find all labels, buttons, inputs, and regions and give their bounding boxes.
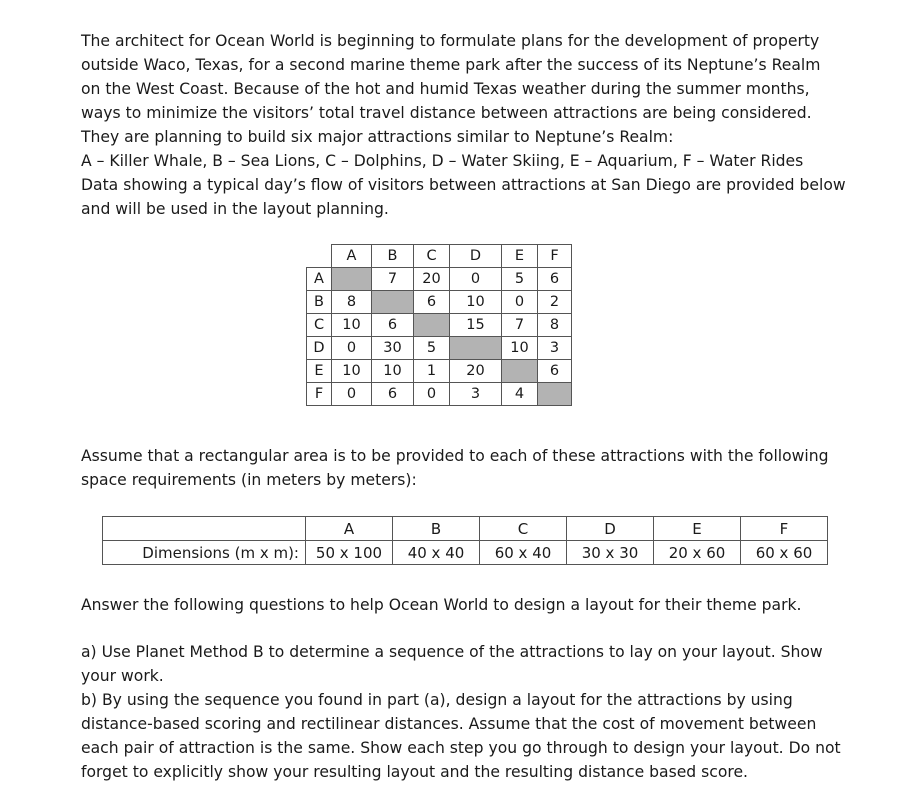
flow-cell: 6 xyxy=(372,383,414,406)
flow-col-header: F xyxy=(538,245,572,268)
flow-col-header: B xyxy=(372,245,414,268)
table-row xyxy=(307,268,572,291)
flow-col-header: A xyxy=(332,245,372,268)
dimensions-header-row xyxy=(103,517,828,541)
dimensions-table xyxy=(102,516,828,565)
flow-cell: 2 xyxy=(538,291,572,314)
flow-cell: 10 xyxy=(502,337,538,360)
dimensions-cell: 60 x 60 xyxy=(741,541,828,565)
flow-cell: 10 xyxy=(332,314,372,337)
flow-cell: 5 xyxy=(414,337,450,360)
table-row xyxy=(307,360,572,383)
flow-col-header: C xyxy=(414,245,450,268)
flow-cell: 20 xyxy=(450,360,502,383)
flow-table-corner xyxy=(307,245,332,268)
intro-line: on the West Coast. Because of the hot and humid Texas weather during the summer months, xyxy=(81,80,810,98)
flow-table-header-row xyxy=(307,245,572,268)
flow-cell: 20 xyxy=(414,268,450,291)
space-line: Assume that a rectangular area is to be provided to each of these attractions with the following xyxy=(81,447,829,465)
question-b-line: distance-based scoring and rectilinear distances. Assume that the cost of movement between xyxy=(81,715,817,733)
flow-cell: 30 xyxy=(372,337,414,360)
intro-line: A – Killer Whale, B – Sea Lions, C – Dolphins, D – Water Skiing, E – Aquarium, F – Water Rides xyxy=(81,152,804,170)
dimensions-cell: 40 x 40 xyxy=(393,541,480,565)
intro-line: ways to minimize the visitors’ total travel distance between attractions are being considered. xyxy=(81,104,812,122)
question-a-line: your work. xyxy=(81,667,164,685)
flow-col-header: D xyxy=(450,245,502,268)
table-row xyxy=(307,383,572,406)
table-row xyxy=(307,291,572,314)
question-b-line: b) By using the sequence you found in part (a), design a layout for the attractions by using xyxy=(81,691,793,709)
dimensions-cell: 60 x 40 xyxy=(480,541,567,565)
dimensions-col-header: B xyxy=(393,517,480,541)
table-row xyxy=(307,314,572,337)
flow-table xyxy=(306,244,572,406)
dimensions-corner xyxy=(103,517,306,541)
flow-col-header: E xyxy=(502,245,538,268)
intro-line: They are planning to build six major attractions similar to Neptune’s Realm: xyxy=(81,128,674,146)
flow-cell-diagonal xyxy=(502,360,538,383)
question-b-line: forget to explicitly show your resulting layout and the resulting distance based score. xyxy=(81,763,749,781)
flow-cell: 0 xyxy=(332,337,372,360)
dimensions-col-header: D xyxy=(567,517,654,541)
flow-cell: 10 xyxy=(332,360,372,383)
flow-cell-diagonal xyxy=(372,291,414,314)
question-a xyxy=(81,640,856,688)
dimensions-cell: 50 x 100 xyxy=(306,541,393,565)
intro-line: Data showing a typical day’s flow of visitors between attractions at San Diego are provided below xyxy=(81,176,846,194)
flow-cell: 3 xyxy=(450,383,502,406)
question-a-line: a) Use Planet Method B to determine a sequence of the attractions to lay on your layout. Show xyxy=(81,643,823,661)
intro-line: outside Waco, Texas, for a second marine theme park after the success of its Neptune’s Realm xyxy=(81,56,821,74)
flow-row-header: E xyxy=(307,360,332,383)
dimensions-cell: 20 x 60 xyxy=(654,541,741,565)
flow-cell-diagonal xyxy=(332,268,372,291)
flow-cell: 7 xyxy=(372,268,414,291)
space-paragraph xyxy=(81,444,856,492)
question-b-line: each pair of attraction is the same. Show each step you go through to design your layout. Do not xyxy=(81,739,841,757)
flow-cell: 0 xyxy=(450,268,502,291)
flow-cell: 8 xyxy=(538,314,572,337)
intro-line: and will be used in the layout planning. xyxy=(81,200,389,218)
flow-cell-diagonal xyxy=(450,337,502,360)
intro-paragraph xyxy=(81,29,856,221)
flow-cell: 6 xyxy=(414,291,450,314)
flow-cell: 7 xyxy=(502,314,538,337)
flow-cell: 6 xyxy=(538,360,572,383)
flow-cell: 10 xyxy=(450,291,502,314)
intro-line: The architect for Ocean World is beginning to formulate plans for the development of property xyxy=(81,32,820,50)
flow-cell: 0 xyxy=(332,383,372,406)
flow-cell: 10 xyxy=(372,360,414,383)
question-b xyxy=(81,688,856,784)
flow-row-header: B xyxy=(307,291,332,314)
table-row xyxy=(103,541,828,565)
flow-cell: 15 xyxy=(450,314,502,337)
space-line: space requirements (in meters by meters): xyxy=(81,471,417,489)
flow-cell: 3 xyxy=(538,337,572,360)
flow-cell: 6 xyxy=(372,314,414,337)
dimensions-row-label: Dimensions (m x m): xyxy=(103,541,306,565)
flow-cell: 6 xyxy=(538,268,572,291)
flow-cell: 1 xyxy=(414,360,450,383)
flow-cell: 8 xyxy=(332,291,372,314)
flow-cell: 0 xyxy=(502,291,538,314)
flow-cell: 0 xyxy=(414,383,450,406)
flow-cell-diagonal xyxy=(538,383,572,406)
dimensions-col-header: F xyxy=(741,517,828,541)
flow-row-header: D xyxy=(307,337,332,360)
dimensions-cell: 30 x 30 xyxy=(567,541,654,565)
flow-row-header: C xyxy=(307,314,332,337)
flow-cell-diagonal xyxy=(414,314,450,337)
dimensions-col-header: C xyxy=(480,517,567,541)
flow-cell: 4 xyxy=(502,383,538,406)
questions-intro-line: Answer the following questions to help Ocean World to design a layout for their theme park. xyxy=(81,596,802,614)
questions-intro xyxy=(81,593,856,617)
table-row xyxy=(307,337,572,360)
flow-row-header: A xyxy=(307,268,332,291)
flow-cell: 5 xyxy=(502,268,538,291)
dimensions-col-header: E xyxy=(654,517,741,541)
dimensions-col-header: A xyxy=(306,517,393,541)
flow-row-header: F xyxy=(307,383,332,406)
